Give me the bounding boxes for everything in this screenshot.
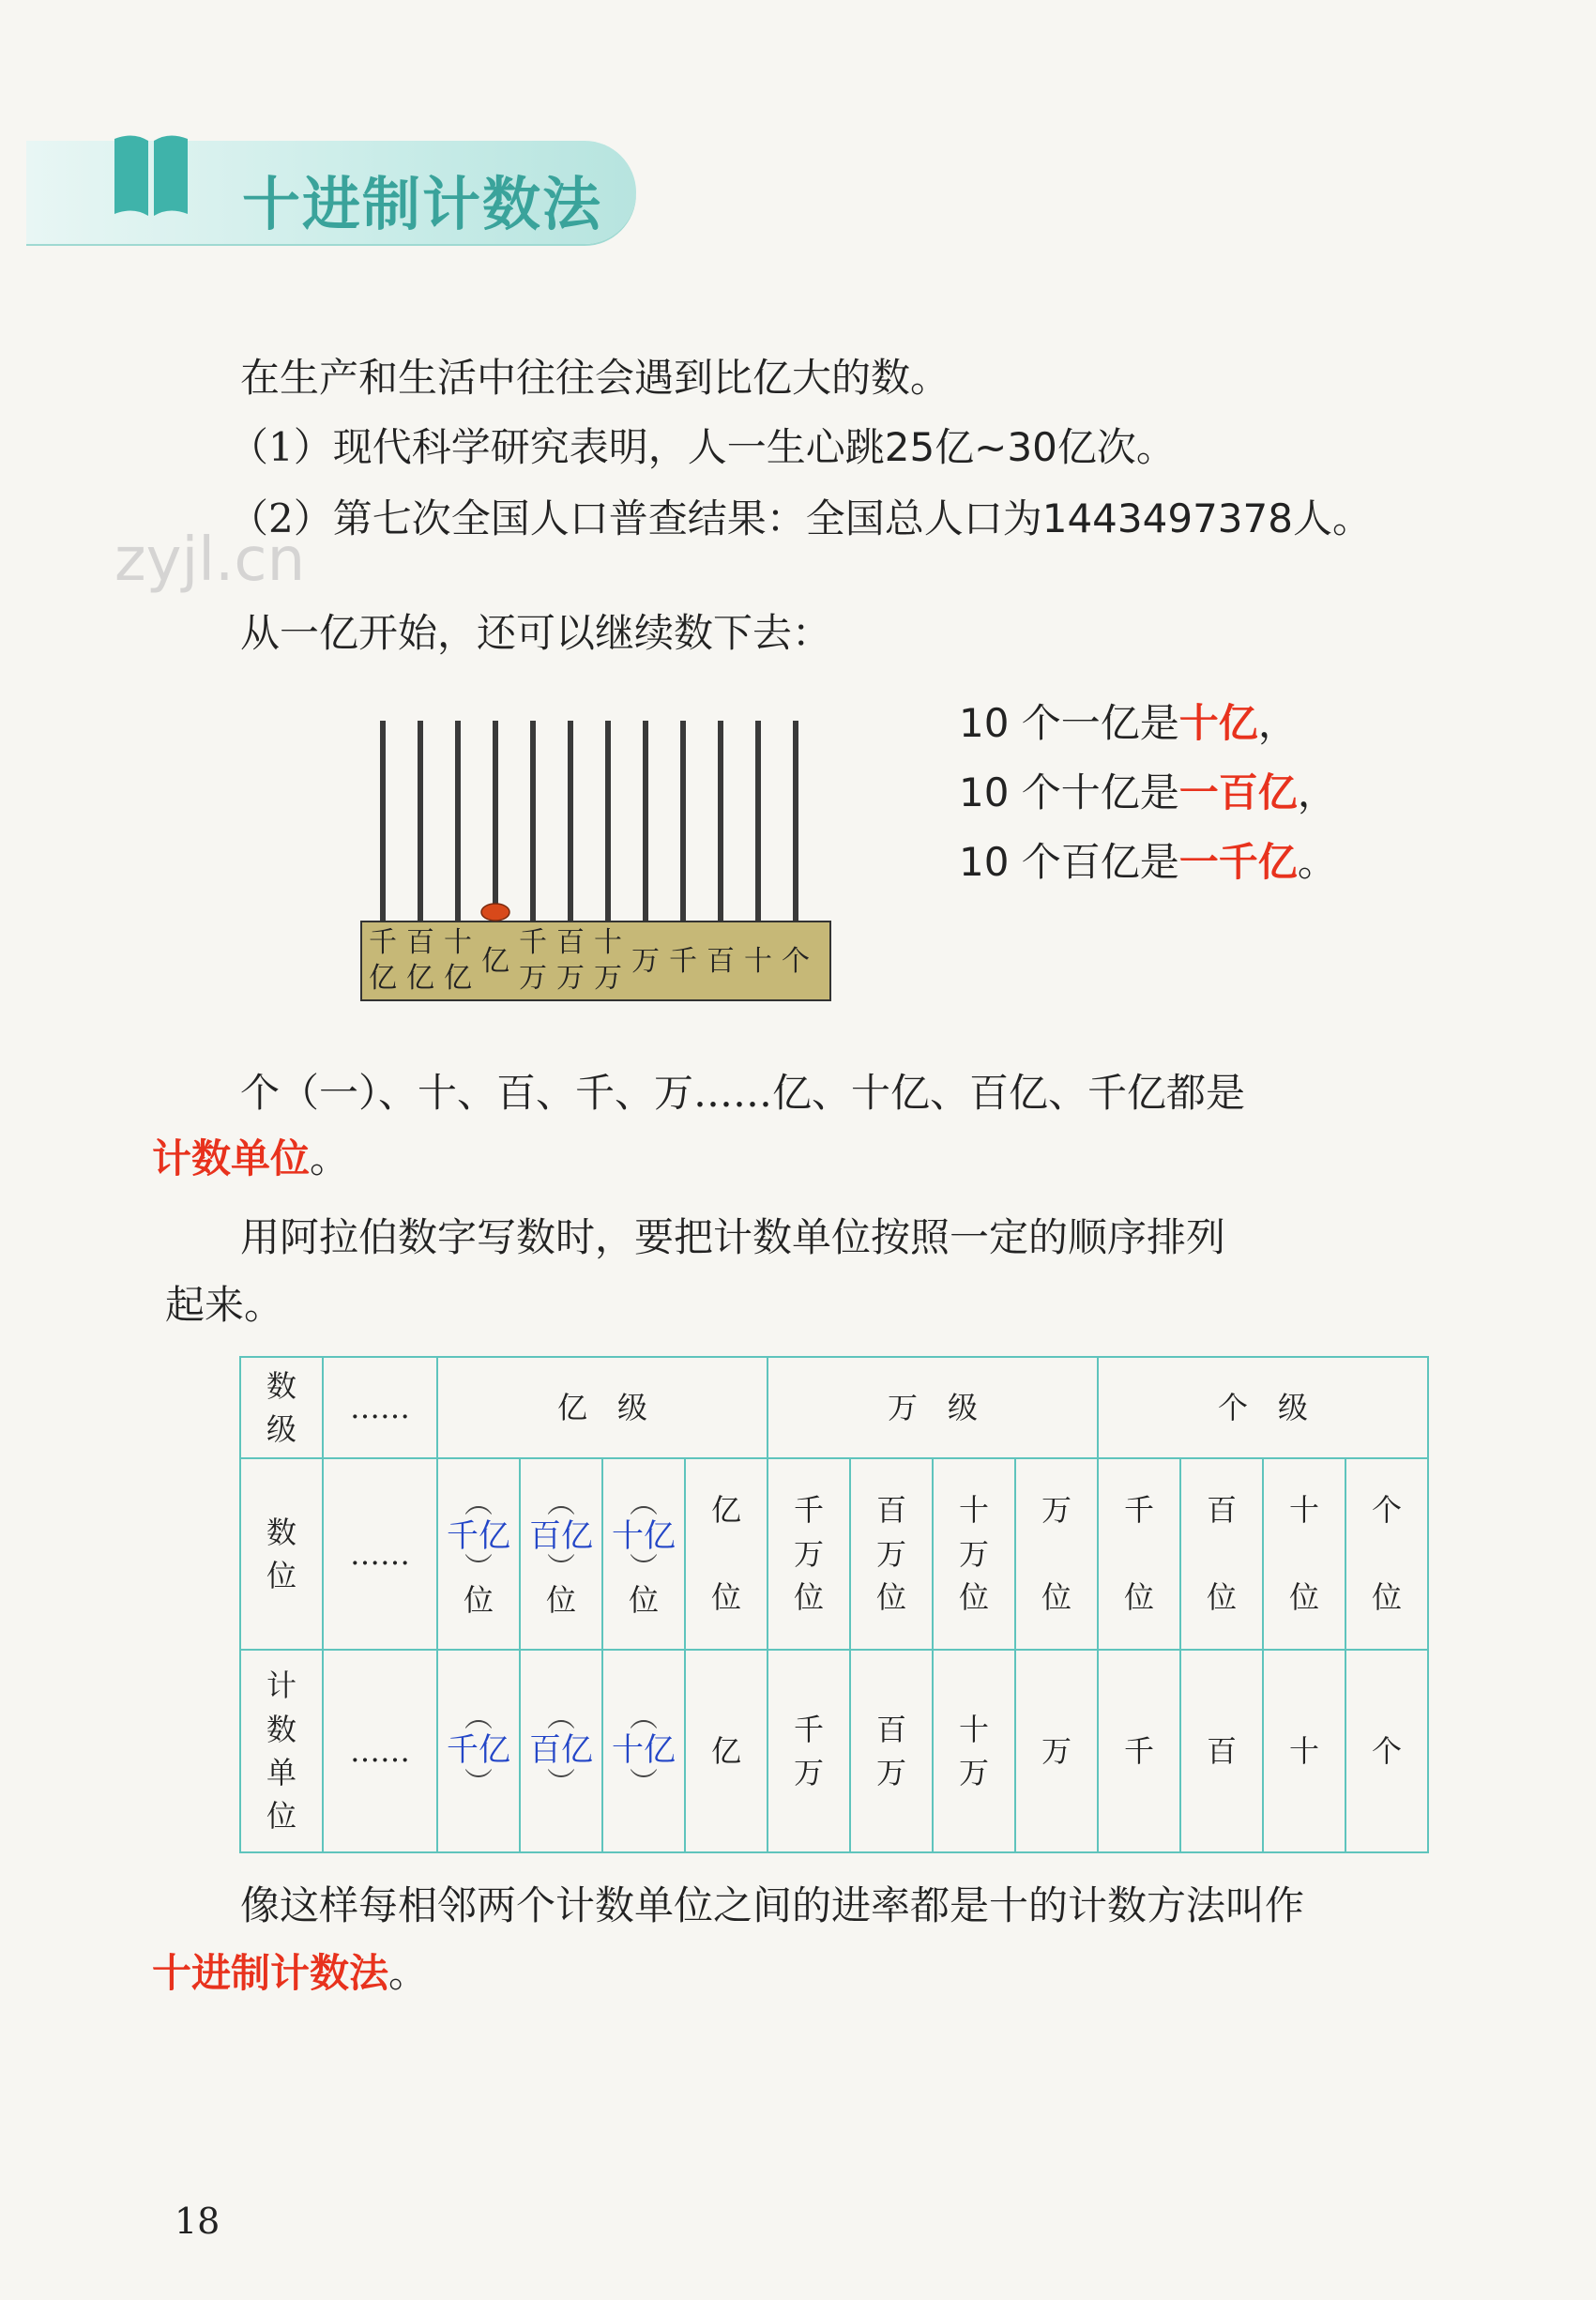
place-suffix: 位: [628, 1582, 659, 1619]
row-header-place-text: 数 位: [266, 1514, 296, 1593]
place-cell-baiyi: ︵ 百亿 ︶ 位: [520, 1458, 602, 1650]
abacus-label: 亿: [444, 962, 472, 995]
example-1-text: （1）现代科学研究表明，人一生心跳: [229, 424, 885, 470]
counting-result: 一百亿: [1178, 769, 1298, 815]
unit-fill: 百亿: [529, 1731, 593, 1770]
unit-cell-qianyi: ︵ 千亿 ︶: [437, 1650, 520, 1852]
example-1-value: 25亿~30亿次。: [884, 424, 1176, 470]
abacus-label: 亿: [406, 962, 434, 995]
section-title: 十进制计数法: [242, 170, 603, 238]
row-header-unit: [240, 1650, 323, 1852]
units-sentence-line-1: 个（一）、十、百、千、万……亿、十亿、百亿、千亿都是: [240, 1070, 1246, 1116]
grade-ellipsis: ……: [323, 1357, 437, 1458]
place-cell-qianyi: ︵ 千亿 ︶ 位: [437, 1458, 520, 1650]
arrange-sentence-line-1: 用阿拉伯数字写数时，要把计数单位按照一定的顺序排列: [240, 1214, 1226, 1260]
abacus-label: 亿: [369, 962, 397, 995]
example-2-value: 1443497378: [1041, 495, 1293, 541]
unit-cell: 千 万: [768, 1650, 850, 1852]
count-on-line: 从一亿开始，还可以继续数下去：: [240, 610, 832, 656]
units-sentence-line-2: [152, 1135, 350, 1181]
abacus-label: 千: [369, 926, 397, 959]
unit-fill: 千亿: [447, 1731, 510, 1770]
abacus-rod: [718, 721, 723, 923]
row-header-place: [240, 1458, 323, 1650]
row-header-unit-text: 计 数 单 位: [266, 1668, 296, 1835]
counting-end: 。: [1297, 839, 1337, 885]
unit-cell: 个: [1345, 1650, 1428, 1852]
example-1: [229, 424, 1176, 470]
abacus-label: 万: [594, 962, 622, 995]
unit-fill: 十亿: [612, 1731, 676, 1770]
abacus-rod: [605, 721, 611, 923]
unit-cell: 万: [1015, 1650, 1098, 1852]
place-ellipsis: ……: [323, 1458, 437, 1650]
place-cell: 千 万 位: [768, 1458, 850, 1650]
abacus-bead: [481, 904, 509, 921]
abacus-label: 千: [669, 945, 697, 978]
place-cell: 千 位: [1098, 1458, 1180, 1650]
counting-result: 一千亿: [1178, 839, 1298, 885]
abacus-label: 十: [444, 926, 472, 959]
place-cell: 十 万 位: [933, 1458, 1015, 1650]
place-fill: 十亿: [612, 1517, 676, 1556]
abacus-rod: [455, 721, 461, 923]
units-end: 。: [310, 1135, 350, 1181]
abacus-label: 万: [519, 962, 547, 995]
place-cell: 亿 位: [685, 1458, 768, 1650]
row-header-grade-text: 数 级: [266, 1367, 296, 1447]
counting-prefix: 10 个十亿是: [959, 769, 1179, 815]
counting-end: ，: [1297, 769, 1337, 815]
definition-highlight: 十进制计数法: [152, 1950, 389, 1996]
abacus-rod: [680, 721, 686, 923]
counting-line-2: [959, 769, 1337, 815]
place-cell-shiyi: ︵ 十亿 ︶ 位: [602, 1458, 685, 1650]
example-2-text: （2）第七次全国人口普查结果：全国总人口为: [229, 495, 1042, 541]
unit-cell: 十 万: [933, 1650, 1015, 1852]
table-row-place: [240, 1458, 1428, 1650]
unit-cell: 亿: [685, 1650, 768, 1852]
abacus-label: 十: [594, 926, 622, 959]
arrange-sentence-line-2: 起来。: [165, 1282, 284, 1328]
place-cell: 万 位: [1015, 1458, 1098, 1650]
place-suffix: 位: [545, 1582, 576, 1619]
abacus-rod: [418, 721, 423, 923]
definition-end: 。: [388, 1950, 429, 1996]
abacus-label: 千: [519, 926, 547, 959]
abacus-rod: [643, 721, 648, 923]
abacus-label: 万: [631, 945, 660, 978]
abacus-label: 百: [406, 926, 434, 959]
intro-line: 在生产和生活中往往会遇到比亿大的数。: [240, 355, 950, 401]
place-fill: 百亿: [529, 1517, 593, 1556]
abacus-rod: [493, 721, 498, 923]
place-cell: 百 位: [1180, 1458, 1263, 1650]
watermark-text: zyjl.cn: [114, 525, 306, 595]
grade-wan: 万 级: [768, 1357, 1098, 1458]
abacus-rod: [568, 721, 573, 923]
units-highlight: 计数单位: [152, 1135, 311, 1181]
abacus-rod: [530, 721, 536, 923]
unit-cell-shiyi: ︵ 十亿 ︶: [602, 1650, 685, 1852]
abacus-rods: [380, 721, 798, 923]
place-suffix: 位: [463, 1582, 494, 1619]
row-header-grade: [240, 1357, 323, 1458]
abacus-rod: [380, 721, 386, 923]
place-cell: 十 位: [1263, 1458, 1345, 1650]
abacus-label: 十: [744, 945, 772, 978]
grade-ge: 个 级: [1098, 1357, 1428, 1458]
abacus-label: 万: [556, 962, 585, 995]
unit-cell-baiyi: ︵ 百亿 ︶: [520, 1650, 602, 1852]
place-fill: 千亿: [447, 1517, 510, 1556]
abacus-rod: [793, 721, 798, 923]
grade-yi: 亿 级: [437, 1357, 768, 1458]
example-2-suffix: 人。: [1292, 495, 1372, 541]
definition-line-2: [152, 1950, 429, 1996]
table-row-unit: [240, 1650, 1428, 1852]
counting-prefix: 10 个百亿是: [959, 839, 1179, 885]
abacus-label: 个: [782, 945, 810, 978]
abacus-figure: [357, 713, 835, 1004]
counting-result: 十亿: [1178, 700, 1258, 746]
counting-end: ，: [1257, 700, 1298, 746]
example-2: [229, 495, 1372, 541]
unit-cell: 百: [1180, 1650, 1263, 1852]
place-cell: 百 万 位: [850, 1458, 933, 1650]
unit-cell: 千: [1098, 1650, 1180, 1852]
unit-cell: 百 万: [850, 1650, 933, 1852]
book-icon: [111, 129, 191, 220]
abacus-rod: [755, 721, 761, 923]
unit-cell: 十: [1263, 1650, 1345, 1852]
unit-ellipsis: ……: [323, 1650, 437, 1852]
counting-prefix: 10 个一亿是: [959, 700, 1179, 746]
counting-line-1: [959, 700, 1298, 746]
table-row-grade: [240, 1357, 1428, 1458]
place-value-table: [239, 1356, 1429, 1853]
definition-line-1: 像这样每相邻两个计数单位之间的进率都是十的计数方法叫作: [240, 1882, 1305, 1928]
abacus-label: 亿: [481, 945, 509, 978]
abacus-label: 百: [556, 926, 585, 959]
counting-line-3: [959, 839, 1337, 885]
place-cell: 个 位: [1345, 1458, 1428, 1650]
abacus-label: 百: [707, 945, 735, 978]
page-number: 18: [175, 2201, 220, 2242]
